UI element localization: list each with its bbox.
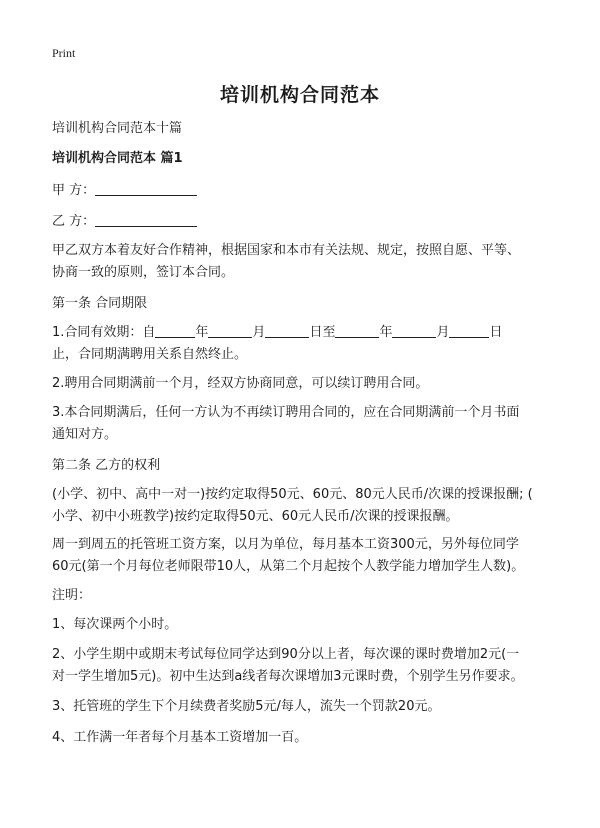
article-1-item-1-line-1 <box>52 322 552 344</box>
intro-line-1: 甲乙双方本着友好合作精神，根据国家和本市有关法规、规定，按照自愿、平等、 <box>52 243 521 258</box>
note-2-line-2: 对一学生增加5元)。初中生达到a线者每次课增加3元课时费，个别学生另作要求。 <box>52 669 524 684</box>
start-year-label: 年 <box>195 325 209 340</box>
note-4: 4、工作满一年者每个月基本工资增加一百。 <box>52 730 308 745</box>
notes-heading: 注明： <box>52 588 92 603</box>
article-1-item-3-line-2: 通知对方。 <box>52 427 118 442</box>
start-day-blank <box>265 323 309 338</box>
party-b-line <box>52 211 552 233</box>
party-a-blank <box>95 181 197 196</box>
intro-line-2: 协商一致的原则，签订本合同。 <box>52 265 235 280</box>
end-day-blank <box>449 323 489 338</box>
start-month-blank <box>208 323 252 338</box>
note-1: 1、每次课两个小时。 <box>52 617 178 632</box>
article-1-heading: 第一条 合同期限 <box>52 296 148 311</box>
document-title: 培训机构合同范本 <box>219 84 380 106</box>
end-month-blank <box>392 323 436 338</box>
party-a-line <box>52 180 552 202</box>
article-2-para-2-line-1: 周一到周五的托管班工资方案，以月为单位，每月基本工资300元，另外每位同学 <box>52 537 519 552</box>
article-1-item-1-line-2: 止，合同期满聘用关系自然终止。 <box>52 347 248 362</box>
end-month-label: 月 <box>436 325 450 340</box>
note-2-line-1: 2、小学生期中或期末考试每位同学达到90分以上者，每次课的课时费增加2元(一 <box>52 647 520 662</box>
document-subtitle: 培训机构合同范本十篇 <box>52 121 183 136</box>
end-year-blank <box>335 323 379 338</box>
note-3: 3、托管班的学生下个月续费者奖励5元/每人，流失一个罚款20元。 <box>52 699 441 714</box>
end-day-label: 日 <box>489 325 503 340</box>
article-2-para-1-line-1: (小学、初中、高中一对一)按约定取得50元、60元、80元人民币/次课的授课报酬; ( <box>52 487 533 502</box>
section-heading: 培训机构合同范本 篇1 <box>52 151 183 166</box>
start-year-blank <box>155 323 195 338</box>
article-2-para-1-line-2: 小学、初中小班教学)按约定取得50元、60元人民币/次课的授课报酬。 <box>52 509 459 524</box>
party-b-label: 乙 方： <box>52 214 96 229</box>
party-a-label: 甲 方： <box>52 183 96 198</box>
article-1-item-3-line-1: 3.本合同期满后，任何一方认为不再续订聘用合同的，应在合同期满前一个月书面 <box>52 405 520 420</box>
validity-prefix: 1.合同有效期：自 <box>52 325 156 340</box>
day-to-label: 日至 <box>309 325 336 340</box>
article-2-para-2-line-2: 60元(第一个月每位老师限带10人，从第二个月起按个人教学能力增加学生人数)。 <box>52 559 525 574</box>
party-b-blank <box>95 212 197 227</box>
start-month-label: 月 <box>252 325 266 340</box>
end-year-label: 年 <box>379 325 393 340</box>
article-1-item-2: 2.聘用合同期满前一个月，经双方协商同意，可以续订聘用合同。 <box>52 376 429 391</box>
print-link[interactable]: Print <box>52 46 76 60</box>
article-2-heading: 第二条 乙方的权利 <box>52 458 161 473</box>
